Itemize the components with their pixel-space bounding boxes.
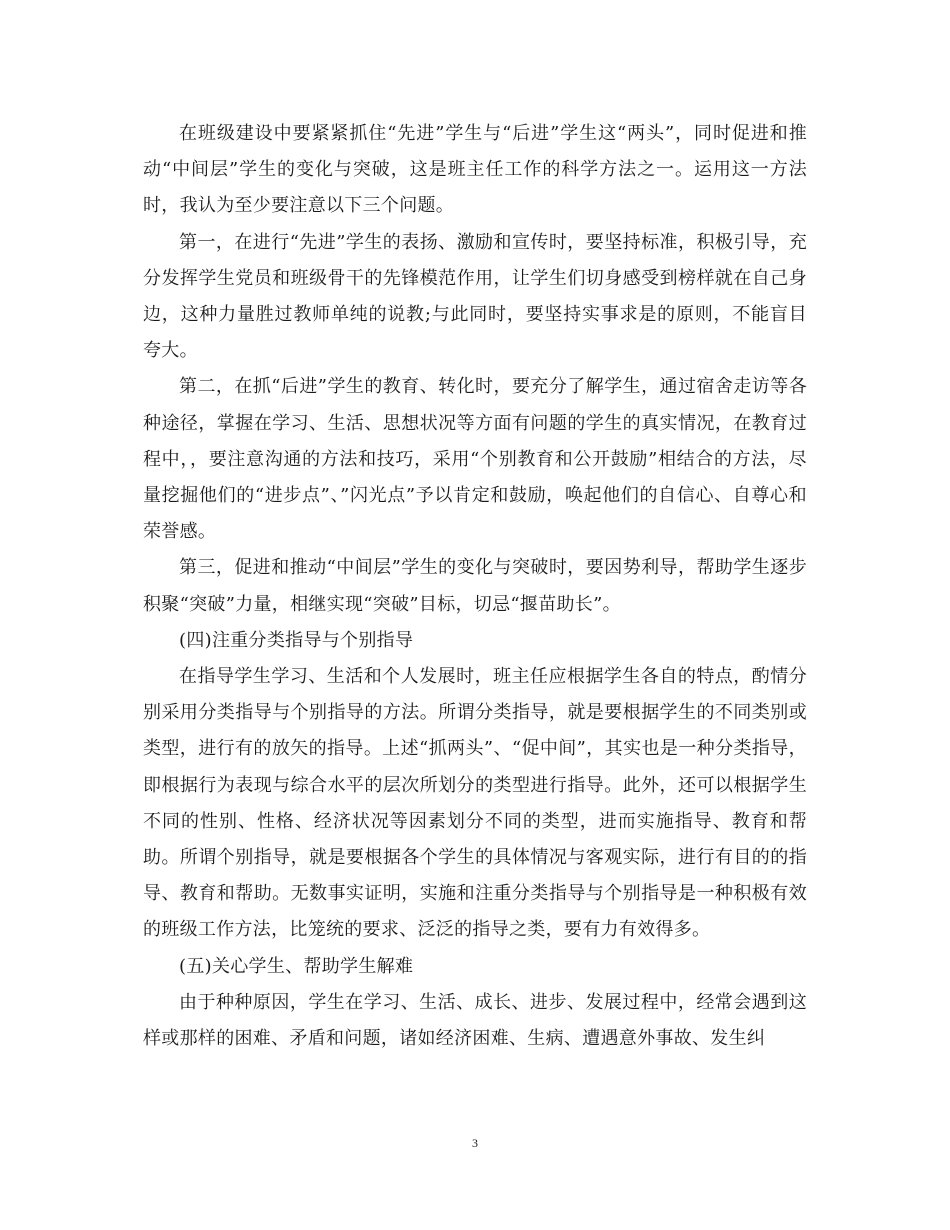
page-number: 3 [472,1136,478,1150]
paragraph-third-point: 第三，促进和推动“中间层”学生的变化与突破时，要因势利导，帮助学生逐步积聚“突破”力量，相继实现“突破”目标，切忌“揠苗助长”。 [143,557,807,615]
section-heading-5: (五)关心学生、帮助学生解难 [179,955,414,977]
paragraph-intro: 在班级建设中要紧紧抓住“先进”学生与“后进”学生这“两头”，同时促进和推动“中间层”学生的变化与突破，这是班主任工作的科学方法之一。运用这一方法时，我认为至少要注意以下三个问题。 [143,123,807,217]
paragraph-second-point: 第二，在抓“后进”学生的教育、转化时，要充分了解学生，通过宿舍走访等各种途径，掌握在学习、生活、思想状况等方面有问题的学生的真实情况，在教育过程中，，要注意沟通的方法和技巧，采用“个别教育和公开鼓励”相结合的方法，尽量挖掘他们的“进步点”、”闪光点”予以肯定和鼓励，唤起他们的自信心、自尊心和荣誉感。 [143,376,807,543]
paragraph-first-point: 第一，在进行“先进”学生的表扬、激励和宣传时，要坚持标准，积极引导，充分发挥学生党员和班级骨干的先锋模范作用，让学生们切身感受到榜样就在自己身边，这种力量胜过教师单纯的说教;与此同时，要坚持实事求是的原则，不能盲目夸大。 [143,231,807,362]
section-heading-4: (四)注重分类指导与个别指导 [179,629,414,651]
paragraph-classified-guidance: 在指导学生学习、生活和个人发展时，班主任应根据学生各自的特点，酌情分别采用分类指导与个别指导的方法。所谓分类指导，就是要根据学生的不同类别或类型，进行有的放矢的指导。上述“抓两头”、“促中间”，其实也是一种分类指导，即根据行为表现与综合水平的层次所划分的类型进行指导。此外，还可以根据学生不同的性别、性格、经济状况等因素划分不同的类型，进而实施指导、教育和帮助。所谓个别指导，就是要根据各个学生的具体情况与客观实际，进行有目的的指导、教育和帮助。无数事实证明，实施和注重分类指导与个别指导是一种积极有效的班级工作方法，比笼统的要求、泛泛的指导之类，要有力有效得多。 [143,666,807,941]
body-text [143,116,807,1057]
paragraph-helping-students: 由于种种原因，学生在学习、生活、成长、进步、发展过程中，经常会遇到这样或那样的困难、矛盾和问题，诸如经济困难、生病、遭遇意外事故、发生纠 [143,991,807,1050]
